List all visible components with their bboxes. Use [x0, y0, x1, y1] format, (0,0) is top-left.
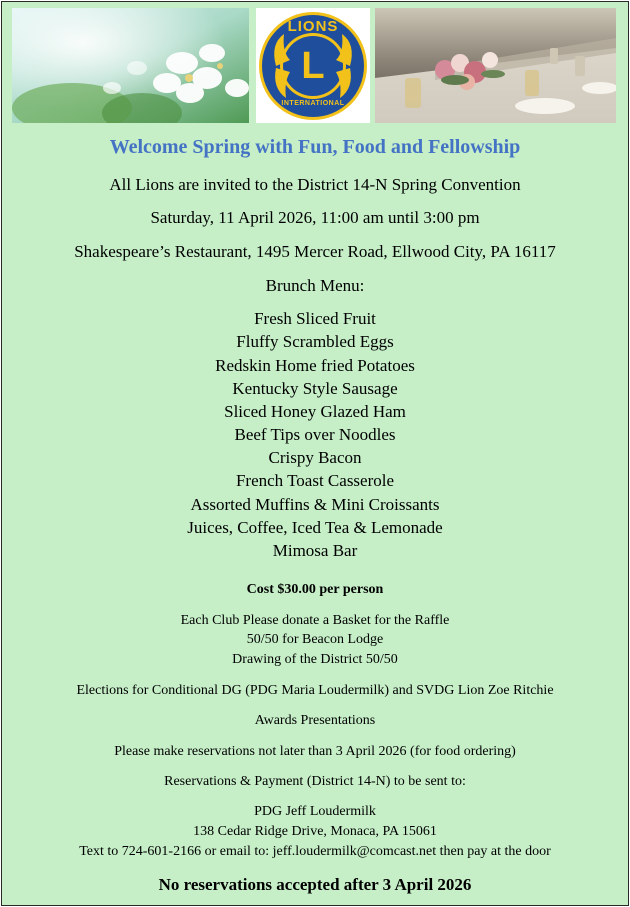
logo-letter: L — [301, 45, 325, 87]
menu-heading: Brunch Menu: — [265, 276, 365, 295]
logo-bottom-text: INTERNATIONAL — [281, 100, 345, 107]
reservation-deadline: Please make reservations not later than 3 April 2026 (for food ordering) — [114, 744, 516, 759]
elections-line: Elections for Conditional DG (PDG Maria Loudermilk) and SVDG Lion Zoe Ritchie — [76, 683, 554, 698]
contact-text-email: Text to 724-601-2166 or email to: jeff.loudermilk@comcast.net then pay at the door — [79, 844, 551, 859]
menu-item: Fresh Sliced Fruit — [254, 309, 376, 328]
menu-item: Redskin Home fried Potatoes — [215, 356, 415, 375]
menu-item: Beef Tips over Noodles — [234, 425, 396, 444]
logo-top-text: LIONS — [287, 18, 339, 35]
menu-item: French Toast Casserole — [235, 471, 395, 490]
awards-line: Awards Presentations — [254, 713, 376, 728]
menu-item: Kentucky Style Sausage — [232, 379, 398, 398]
menu-item: Juices, Coffee, Iced Tea & Lemonade — [187, 518, 443, 537]
cost-line: Cost $30.00 per person — [246, 582, 384, 597]
payment-to-line: Reservations & Payment (District 14-N) to be sent to: — [164, 774, 466, 789]
venue-line: Shakespeare’s Restaurant, 1495 Mercer Road, Ellwood City, PA 16117 — [74, 242, 556, 261]
menu-item: Sliced Honey Glazed Ham — [224, 402, 406, 421]
invite-line: All Lions are invited to the District 14-N Spring Convention — [109, 175, 521, 194]
contact-address: 138 Cedar Ridge Drive, Monaca, PA 15061 — [193, 824, 437, 839]
raffle-line: 50/50 for Beacon Lodge — [246, 632, 384, 647]
date-time-line: Saturday, 11 April 2026, 11:00 am until 3:00 pm — [150, 208, 480, 227]
contact-name: PDG Jeff Loudermilk — [254, 804, 376, 819]
menu-item: Mimosa Bar — [272, 541, 358, 560]
raffle-line: Drawing of the District 50/50 — [232, 652, 398, 667]
menu-item: Fluffy Scrambled Eggs — [236, 332, 394, 351]
lions-international-logo — [256, 8, 370, 123]
flyer — [1, 1, 629, 906]
apple-blossom-photo — [12, 8, 249, 123]
menu-item: Crispy Bacon — [268, 448, 362, 467]
closing-line: No reservations accepted after 3 April 2026 — [158, 875, 472, 894]
banquet-table-photo — [375, 8, 616, 123]
headline: Welcome Spring with Fun, Food and Fellowship — [109, 136, 521, 158]
raffle-line: Each Club Please donate a Basket for the Raffle — [180, 613, 450, 628]
menu-item: Assorted Muffins & Mini Croissants — [190, 495, 440, 514]
